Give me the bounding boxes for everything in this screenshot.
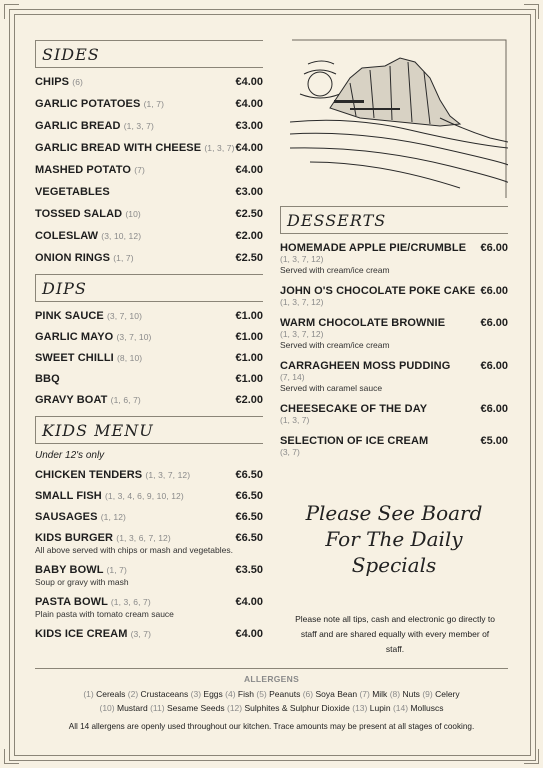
menu-item-row: [35, 373, 263, 385]
allergen-name: Lupin: [369, 703, 391, 713]
allergen-codes: (1, 7): [113, 253, 134, 263]
menu-item: [280, 285, 508, 307]
allergens-title: ALLERGENS: [243, 674, 300, 684]
allergen-name: Cereals: [96, 689, 126, 699]
specials-line: For The Daily: [325, 527, 463, 551]
allergens-legend: [35, 674, 508, 731]
menu-item-name: [35, 208, 141, 220]
menu-item-row: [35, 628, 263, 640]
allergen-name: Crustaceans: [140, 689, 189, 699]
kids-menu-note: Under 12's only: [35, 450, 105, 461]
specials-line: Please See Board: [305, 501, 483, 525]
allergens-footer: All 14 allergens are openly used throughout our kitchen. Trace amounts may be present at all stages of cooking.: [68, 722, 475, 731]
menu-item-row: [35, 142, 263, 154]
menu-item: [35, 331, 263, 343]
desserts-list: [280, 242, 508, 457]
menu-item-label: HOMEMADE APPLE PIE/CRUMBLE: [280, 242, 467, 254]
allergen-number: (6): [302, 689, 314, 699]
menu-item-name: [280, 285, 475, 297]
menu-item-price: €3.00: [235, 186, 263, 198]
menu-item-price: €2.50: [235, 208, 263, 220]
menu-item-row: [280, 242, 508, 254]
allergen-codes: (1, 3, 7): [280, 415, 310, 425]
allergen-name: Celery: [435, 689, 460, 699]
menu-item-label: MASHED POTATO: [35, 164, 132, 176]
menu-item-name: [35, 352, 142, 364]
allergen-codes: (7): [134, 165, 145, 175]
corner-ornament: [524, 749, 539, 764]
menu-item-price: €6.50: [235, 511, 263, 523]
menu-item-price: €3.00: [235, 120, 263, 132]
divider: [35, 668, 508, 669]
allergen-name: Peanuts: [269, 689, 301, 699]
kids-menu-heading: KIDS MENU: [35, 416, 263, 444]
left-column: [35, 40, 263, 649]
allergen-number: (4): [225, 689, 236, 699]
menu-item-name: [35, 252, 134, 264]
allergen-codes: (3, 7, 10): [107, 311, 143, 321]
menu-item-label: ONION RINGS: [35, 252, 111, 264]
menu-item: [35, 628, 263, 640]
menu-item-name: [35, 511, 126, 523]
allergen-codes: (1, 3, 6, 7): [110, 597, 151, 607]
menu-item-row: [35, 120, 263, 132]
menu-item-row: [280, 285, 508, 297]
menu-item-description: Served with caramel sauce: [280, 383, 383, 393]
dips-list: [35, 310, 263, 406]
allergen-number: (14): [392, 703, 409, 713]
allergen-codes: (1, 3, 7, 12): [280, 329, 324, 339]
menu-item: [35, 164, 263, 176]
menu-item-name: [35, 142, 235, 154]
menu-item-label: PINK SAUCE: [35, 310, 104, 322]
menu-item-label: KIDS ICE CREAM: [35, 628, 128, 640]
desserts-heading: DESSERTS: [280, 206, 508, 234]
menu-item: [35, 469, 263, 481]
menu-item-name: [280, 435, 428, 447]
menu-item-row: [35, 76, 263, 88]
menu-item: [280, 360, 508, 393]
allergen-codes: (1, 7): [106, 565, 127, 575]
allergen-name: Soya Bean: [315, 689, 358, 699]
menu-item-label: SELECTION OF ICE CREAM: [280, 435, 429, 447]
allergen-name: Sesame Seeds: [166, 703, 225, 713]
menu-item-name: [35, 120, 154, 132]
menu-item-row: [35, 252, 263, 264]
menu-item-label: GARLIC MAYO: [35, 331, 114, 343]
menu-item-label: PASTA BOWL: [35, 596, 108, 608]
allergen-number: (11): [150, 703, 165, 713]
specials-line: Specials: [351, 553, 437, 577]
menu-item-name: [35, 186, 110, 198]
menu-item-label: KIDS BURGER: [35, 532, 114, 544]
menu-item-label: BBQ: [35, 373, 60, 385]
allergens-row: [35, 703, 508, 713]
menu-item-row: [35, 186, 263, 198]
menu-item-price: €4.00: [235, 142, 263, 154]
menu-item-label: CHIPS: [35, 76, 70, 88]
allergen-codes: (8, 10): [116, 353, 143, 363]
menu-item-name: [35, 373, 60, 385]
allergen-number: (10): [99, 703, 115, 713]
menu-item-name: [35, 394, 141, 406]
menu-item-row: [35, 394, 263, 406]
allergen-number: (5): [256, 689, 267, 699]
menu-item-price: €4.00: [235, 98, 263, 110]
menu-item-price: €1.00: [235, 310, 263, 322]
menu-item: [35, 352, 263, 364]
menu-item-label: CHICKEN TENDERS: [35, 469, 143, 481]
menu-item-price: €4.00: [235, 76, 263, 88]
menu-item-description: Plain pasta with tomato cream sauce: [35, 609, 174, 619]
menu-item-row: [35, 490, 263, 502]
menu-item-label: CARRAGHEEN MOSS PUDDING: [280, 360, 451, 372]
menu-item: [35, 208, 263, 220]
dips-heading: DIPS: [35, 274, 263, 302]
menu-item-label: GARLIC POTATOES: [35, 98, 141, 110]
menu-item: [35, 532, 263, 555]
menu-item-name: [280, 242, 466, 254]
menu-item-label: SWEET CHILLI: [35, 352, 114, 364]
menu-item-label: CHEESECAKE OF THE DAY: [280, 403, 428, 415]
allergen-number: (9): [422, 689, 433, 699]
menu-item: [35, 120, 263, 132]
menu-item-label: GARLIC BREAD WITH CHEESE: [35, 142, 202, 154]
menu-item: [35, 373, 263, 385]
menu-item-price: €4.00: [235, 164, 263, 176]
coastal-cliff-illustration: [290, 38, 508, 198]
allergen-codes: (1, 3, 7): [204, 143, 235, 153]
allergen-codes: (7, 14): [280, 372, 305, 382]
menu-item-row: [35, 310, 263, 322]
menu-item: [35, 394, 263, 406]
menu-item-name: [35, 490, 184, 502]
allergen-number: (8): [389, 689, 401, 699]
allergen-codes: (10): [125, 209, 141, 219]
menu-item: [280, 435, 508, 457]
menu-item-label: COLESLAW: [35, 230, 99, 242]
allergen-number: (12): [227, 703, 243, 713]
allergen-codes: (1, 6, 7): [110, 395, 141, 405]
menu-item-price: €6.50: [235, 469, 263, 481]
menu-item-row: [35, 564, 263, 576]
allergen-name: Mustard: [117, 703, 148, 713]
menu-item: [35, 186, 263, 198]
menu-item-name: [280, 317, 445, 329]
menu-item: [280, 242, 508, 275]
allergen-codes: (3, 7, 10): [116, 332, 152, 342]
menu-item-row: [280, 360, 508, 372]
menu-item-price: €6.00: [480, 360, 508, 372]
menu-item-price: €6.50: [235, 532, 263, 544]
menu-item: [35, 230, 263, 242]
allergen-codes: (1, 3, 7, 12): [145, 470, 191, 480]
right-column: [280, 206, 508, 467]
corner-ornament: [4, 749, 19, 764]
tips-note: Please note all tips, cash and electronic go directly to staff and are shared equally with every member of staff.: [295, 614, 495, 654]
menu-item-label: SAUSAGES: [35, 511, 98, 523]
allergen-number: (13): [352, 703, 368, 713]
menu-item-price: €2.00: [235, 394, 263, 406]
menu-item: [35, 511, 263, 523]
menu-item-description: All above served with chips or mash and vegetables.: [35, 545, 233, 555]
menu-item-name: [35, 98, 164, 110]
menu-item-row: [280, 435, 508, 447]
menu-item-label: GRAVY BOAT: [35, 394, 108, 406]
menu-item-name: [35, 76, 83, 88]
menu-item-label: JOHN O'S CHOCOLATE POKE CAKE: [280, 285, 476, 297]
allergen-codes: (3, 7): [280, 447, 300, 457]
menu-item-row: [35, 164, 263, 176]
menu-item-row: [35, 596, 263, 608]
menu-item-price: €1.00: [235, 352, 263, 364]
allergen-codes: (1, 3, 4, 6, 9, 10, 12): [104, 491, 184, 501]
menu-item-price: €4.00: [235, 596, 263, 608]
menu-item-name: [35, 596, 151, 608]
menu-item-row: [35, 511, 263, 523]
sides-heading: SIDES: [35, 40, 263, 68]
menu-item-label: WARM CHOCOLATE BROWNIE: [280, 317, 446, 329]
allergen-number: (1): [83, 689, 94, 699]
menu-item: [280, 317, 508, 350]
menu-item: [280, 403, 508, 425]
menu-item: [35, 98, 263, 110]
allergen-codes: (1, 3, 7, 12): [280, 297, 324, 307]
sides-list: [35, 76, 263, 264]
menu-item-price: €3.50: [235, 564, 263, 576]
kids-list: [35, 469, 263, 640]
menu-item-row: [35, 208, 263, 220]
menu-item-name: [280, 360, 450, 372]
menu-item-price: €2.00: [235, 230, 263, 242]
menu-item-name: [35, 310, 142, 322]
menu-item: [35, 252, 263, 264]
menu-item: [35, 490, 263, 502]
menu-item-name: [35, 564, 127, 576]
menu-item-row: [280, 403, 508, 415]
menu-item-name: [35, 230, 141, 242]
menu-item-name: [35, 469, 190, 481]
allergen-codes: (1, 3, 7): [123, 121, 154, 131]
menu-item-name: [35, 532, 171, 544]
allergen-number: (3): [190, 689, 202, 699]
allergen-name: Eggs: [203, 689, 223, 699]
menu-item-label: VEGETABLES: [35, 186, 110, 198]
allergen-name: Milk: [372, 689, 388, 699]
menu-item-price: €5.00: [480, 435, 508, 447]
menu-item-price: €6.00: [480, 403, 508, 415]
menu-item: [35, 76, 263, 88]
allergen-codes: (3, 7): [130, 629, 152, 639]
menu-item-row: [35, 331, 263, 343]
menu-item-price: €6.00: [480, 242, 508, 254]
menu-item-name: [280, 403, 427, 415]
menu-item-name: [35, 164, 145, 176]
allergen-name: Fish: [237, 689, 254, 699]
menu-item-row: [35, 98, 263, 110]
menu-item-label: TOSSED SALAD: [35, 208, 123, 220]
menu-item-price: €1.00: [235, 331, 263, 343]
specials-board-notice: [280, 500, 508, 578]
allergen-codes: (1, 7): [143, 99, 165, 109]
menu-item: [35, 142, 263, 154]
allergen-number: (7): [359, 689, 370, 699]
menu-item-row: [35, 352, 263, 364]
menu-item-price: €4.00: [235, 628, 263, 640]
menu-item: [35, 596, 263, 619]
allergen-name: Molluscs: [410, 703, 444, 713]
menu-item-label: SMALL FISH: [35, 490, 102, 502]
menu-item-name: [35, 331, 152, 343]
menu-item-name: [35, 628, 151, 640]
menu-item-label: GARLIC BREAD: [35, 120, 121, 132]
menu-item: [35, 310, 263, 322]
allergen-codes: (1, 12): [100, 512, 126, 522]
menu-item-price: €6.00: [480, 317, 508, 329]
allergen-number: (2): [127, 689, 139, 699]
allergens-row: [35, 689, 508, 699]
allergen-codes: (6): [72, 77, 83, 87]
menu-item-row: [280, 317, 508, 329]
allergen-name: Nuts: [402, 689, 420, 699]
allergen-codes: (3, 10, 12): [101, 231, 142, 241]
menu-item-description: Served with cream/ice cream: [280, 265, 390, 275]
menu-item-price: €6.50: [235, 490, 263, 502]
menu-item-description: Soup or gravy with mash: [35, 577, 129, 587]
allergen-codes: (1, 3, 7, 12): [280, 254, 324, 264]
menu-item-label: BABY BOWL: [35, 564, 104, 576]
menu-item-row: [35, 469, 263, 481]
menu-item-price: €1.00: [235, 373, 263, 385]
allergen-codes: (1, 3, 6, 7, 12): [116, 533, 171, 543]
corner-ornament: [524, 4, 539, 19]
menu-item-row: [35, 230, 263, 242]
allergen-name: Sulphites & Sulphur Dioxide: [244, 703, 350, 713]
menu-item-row: [35, 532, 263, 544]
corner-ornament: [4, 4, 19, 19]
menu-item-description: Served with cream/ice cream: [280, 340, 390, 350]
menu-item-price: €6.00: [480, 285, 508, 297]
menu-item: [35, 564, 263, 587]
menu-item-price: €2.50: [235, 252, 263, 264]
